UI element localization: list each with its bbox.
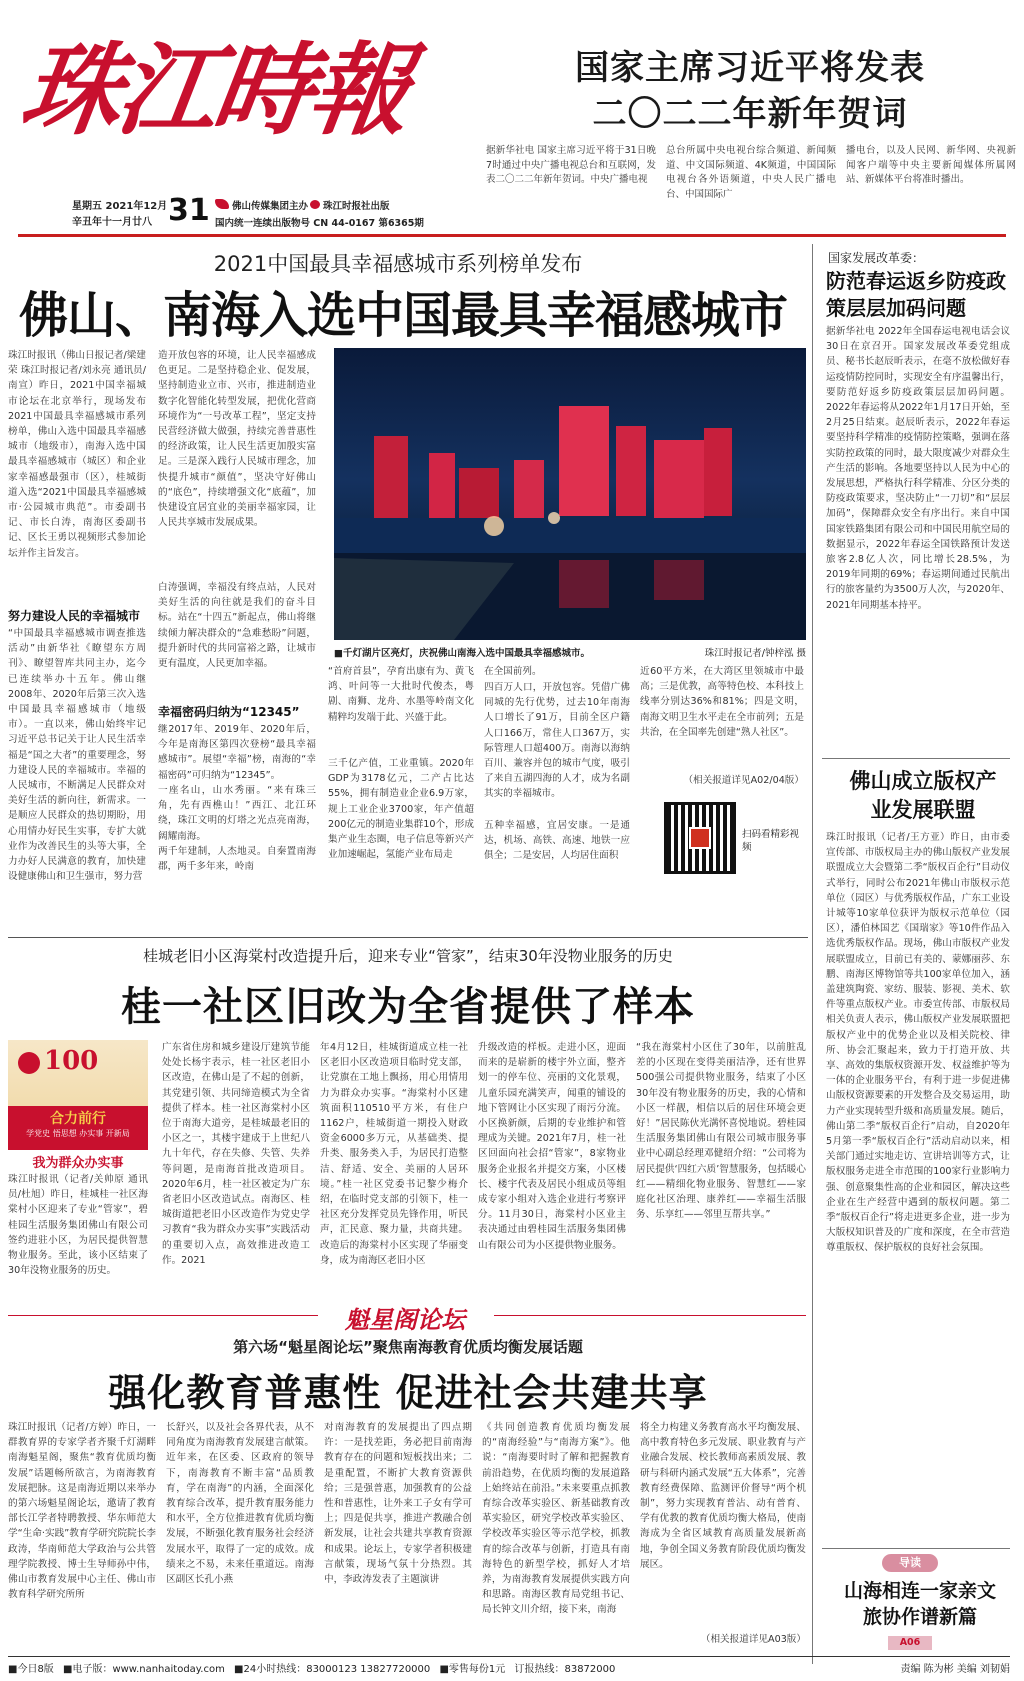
lead-col4c: 五种幸福感，宜居安康。一是通达，机场、高铁、高速、地铁一应俱全；二是安居，人均居住面积 — [484, 820, 630, 862]
story3-col4: 《共同创造教育优质均衡发展的“南海经验”与“南海方案”》。他说：“南海要时时了解和把握教育前沿趋势，在优质均衡的发展道路上始终站在前沿。”未来要重点抓教育综合改革实验区、新基础教育改革实验区，研究学校改革实验区、学校改革实验区等示范学校，抓教育的综合改革与创新，打造具有南海特色的新型学校，抓好人才培养，为南海教育发展提供实践方向和思路。南海区教育局党组书记、局长钟文川介绍，接下来，南海 — [482, 1422, 630, 1616]
party-emblem-icon — [18, 1052, 40, 1074]
lead-subhead1: 努力建设人民的幸福城市 — [8, 609, 141, 623]
top-headline-line1[interactable]: 国家主席习近平将发表 — [575, 48, 925, 88]
story3-headline[interactable]: 强化教育普惠性 促进社会共建共享 — [108, 1370, 708, 1415]
story2-col1: 珠江时报讯（记者/关帅原 通讯员/杜旭）昨日，桂城桂一社区海棠村小区迎来了专业“管家”，碧桂园生活服务集团佛山有限公司签约进驻小区，为居民提供智慧物业服务。至此，该小区结束了30年没物业服务的历史。 — [8, 1174, 148, 1277]
sidebar-divider — [822, 758, 1010, 759]
dateline-lunar: 辛丑年十一月廿八 — [72, 217, 152, 228]
banner-slogan: 我为群众办实事 — [32, 1156, 124, 1171]
footer-today: ■今日8版 — [8, 1664, 54, 1675]
story3-kicker[interactable]: 第六场“魁星阁论坛”聚焦南海教育优质均衡发展话题 — [233, 1338, 583, 1356]
lead-col2d: 一座名山，山水秀丽。“来有珠三角，先有西樵山！”西江、北江环绕，珠江文明的灯塔之光点亮南海，阔耀南海。 — [158, 785, 316, 842]
lead-col1b: “中国最具幸福感城市调查推选活动”由新华社《瞭望东方周刊》、瞭望智库共同主办，迄今已连续举办十五年。佛山继2008年、2020年后第三次入选中国最具幸福感城市（地级市）。一直以来，佛山始终牢记习近平总书记关于让人民生活幸福是“国之大者”的重要理念，努力建设人民的幸福城市。幸福的人民城市，不断满足人民群众对美好生活的新向往，新需求。一是顺应人民群众的热切期盼，用心用情办好民生实事，专扩大就业作为改善民生的头等大事，全力办好人民满意的教育，加快建设健康佛山和卫生强市，努力营 — [8, 628, 146, 883]
story3-col2: 长舒兴，以及社会各界代表，从不同角度为南海教育发展建言献策。近年来，在区委、区政府的领导下，南海教育不断丰富“品质教育，学在南海”的内涵，全面深化教育综合改革，提升教育服务能力和水平，全方位推进教育优质均衡发展，不断强化教育服务社会经济发展水平，取得了一定的成效。成绩来之不易，未来任重道远。南海区副区长孔小燕 — [166, 1422, 314, 1586]
lead-col2b: 白涛强调，幸福没有终点站，人民对美好生活的向往就是我们的奋斗目标。站在“十四五”新起点，佛山将继续倾力解决群众的“急难愁盼”问题，提升新时代的共同富裕之路，让城市更有温度，人民更加幸福。 — [158, 582, 316, 670]
publisher-logo-icon — [215, 199, 229, 209]
footer-subscribe: 订报热线：83872000 — [514, 1664, 616, 1675]
newspaper-logo: 珠江時報 — [13, 31, 415, 149]
publisher-line1: 佛山传媒集团主办 — [232, 201, 309, 212]
city-night-skyline — [334, 348, 806, 640]
banner-sub: 学党史 悟思想 办实事 开新局 — [26, 1129, 130, 1138]
lead-photo — [334, 348, 806, 640]
lead-headline[interactable]: 佛山、南海入选中国最具幸福感城市 — [18, 286, 787, 344]
lead-col2c: 继2017年、2019年、2020年后，今年是南海区第四次登榜“最具幸福感城市”。展望“幸福”榜，南海的“幸福密码”可归纳为“12345”。 — [158, 724, 316, 781]
lead-col2: 造开放包容的环境，让人民幸福感成色更足。二是坚持稳企业、促发展，坚持制造业立市、兴市，推进制造业数字化智能化转型发展，把优化营商环境作为“一号改革工程”，坚定支持民营经济做大做强，持续完善普惠性的经济政策，让人民生活更加殷实富足。三是深入践行人民城市理念，加快提升城市“颜值”，坚决守好佛山的“底色”，持续增强文化“底蕴”，加快建设宜居宜业的美丽幸福家园，让人民共享城市发展成果。 — [158, 350, 316, 529]
footer-bar — [8, 1660, 1010, 1676]
issue-number: 国内统一连续出版物号 CN 44-0167 第6365期 — [215, 218, 424, 229]
party-banner — [8, 1040, 148, 1150]
footer-rule — [8, 1656, 1010, 1657]
story3-col5-ref[interactable]: （相关报道详见A03版） — [700, 1634, 806, 1645]
story3-col5: 将全力构建义务教育高水平均衡发展、高中教育特色多元发展、职业教育与产业融合发展、校长教师高素质发展、教研与科研内涵式发展“五大体系”，完善教育经费保障、监测评价督导“两个机制”，努力实现教育普沾、动有普育、学有优教的教育优质均衡大格局，使南海成为全省区域教育高质量发展新高地，争创全国义务教育阶段优质均衡发展区。 — [640, 1422, 806, 1570]
brief2-body: 珠江时报讯（记者/王方亚）昨日，由市委宣传部、市版权局主办的佛山版权产业发展联盟成立大会暨第二季“版权百企行”目动仪式举行，同时公布2021年佛山市版权示范单位（园区）与优秀版权作品，广东工业设计城等10家单位获评为版权示范单位（园区），潘伯林国艺《国瑞家》等10件作品入选优秀版权作品。现场，佛山市版权产业发展联盟成立，目前已有美的、蒙娜丽莎、东鹏、南海区博物馆等共100家单位加入，涵盖建筑陶瓷、家纺、服装、影视、美术、软件等重点版权产业。市委宣传部、市版权局相关负责人表示，佛山版权产业发展联盟把版权产业中的优势企业以及相关院校、律所、协会汇聚起来，致力于打造开放、共享、高效的集版权资源开发、权益维护等为一体的企业服务平台，有利于进一步促进佛山版权资源要素的开发整合及交易运用，助力产业实现转型升级和高质量发展。随后，佛山第二季“版权百企行”启动，自2020年5月第一季“版权百企行”活动启动以来，相关部门通过实地走访、宣讲培训等方式，让版权服务走进全市范围的100家行业影响力强、创意聚集性高的企业和园区，解决这些企业在生产经营中遇到的版权问题。第二季“版权百企行”将走进更多企业，进一步为大版权知识普及的广度和深度，在全市营造尊重版权、保护版权的良好社会氛围。 — [826, 832, 1010, 1254]
lead-col4: 在全国前列。 — [484, 666, 542, 677]
brief1-title[interactable]: 防范春运返乡防疫政策层层加码问题 — [826, 269, 1006, 320]
lead-kicker[interactable]: 2021中国最具幸福感城市系列榜单发布 — [213, 252, 583, 276]
photo-caption: ■千灯湖片区亮灯，庆祝佛山南海入选中国最具幸福感城市。 — [334, 648, 590, 659]
masthead-rule — [18, 234, 1006, 237]
qr-label: 扫码看精彩视频 — [742, 829, 800, 853]
lead-col5-ref[interactable]: （相关报道详见A02/04版） — [683, 775, 804, 786]
story2-col2: 广东省住房和城乡建设厅建筑节能处处长杨宇表示，桂一社区老旧小区改造，在佛山是了不起的创新，其党建引领、共同缔造模式为全省提供了样本。桂一社区海棠村小区位于南海大道旁，是桂城最老旧的小区之一，其楼宇建成于上世纪八九十年代，存在失修、失管、失养等问题，是南海首批改造项目。2020年6月，桂一社区被定为广东省老旧小区改造试点。南海区、桂城街道把老旧小区改造作为党史学习教育“我为群众办实事”实践活动的重要切入点，高效推进改造工作。2021 — [162, 1042, 310, 1266]
brief1-body: 据新华社电 2022年全国春运电视电话会议30日在京召开。国家发展改革委党组成员、秘书长赵辰昕表示，在毫不放松做好春运疫情防控同时，实现安全有序温馨出行，要防范好返乡防疫政策层层加码问题。2022年春运将从2022年1月17日开始，至2月25日结束。赵辰昕表示，2022年春运要坚持科学精准的疫情防控策略，强调在落实防控政策的同时，最大限度减少对群众生产生活的影响。各地要坚持以人民为中心的发展思想，严格执行科学精准、分区分类的防疫政策要求，坚决防止“一刀切”和“层层加码”，保障群众安全有序出行。来自中国国家铁路集团有限公司和中国民用航空局的数据显示，2022年春运全国铁路预计发送旅客2.8亿人次，同比增长28.5%，为2019年同期的69%；春运期间通过民航出行的旅客量约为3500万人次，与2020年、2021年同期基本持平。 — [826, 326, 1010, 611]
dateline-day: 31 — [168, 193, 210, 228]
top-story-col1: 据新华社电 国家主席习近平将于31日晚7时通过中央广播电视总台和互联网，发表二〇二二年新年贺词。中央广播电视 — [486, 145, 656, 185]
footer-price: ■零售每份1元 — [439, 1664, 506, 1675]
story3-col1: 珠江时报讯（记者/方婷）昨日，一群教育界的专家学者齐聚千灯湖畔南海魁星阁，聚焦“教育优质均衡发展”话题畅所欲言，为南海教育发展把脉。这是南海近期以来举办的第六场魁星阁论坛，邀请了教育部长江学者特聘教授、华东师范大学“生命·实践”教育学研究院院长李政涛，华南师范大学政治与公共管理学院教授、博士生导师孙中伟，佛山市教育发展中心主任、佛山市教育科学研究所所 — [8, 1422, 156, 1601]
dateline-date: 星期五 2021年12月 — [72, 201, 168, 212]
lead-col2e: 两千年建制，人杰地灵。自秦置南海郡，两千多年来，岭南 — [158, 846, 316, 873]
footer-editors: 责编 陈为彬 美编 刘韧娟 — [900, 1664, 1010, 1675]
footer-edition[interactable]: ■电子版：www.nanhaitoday.com — [63, 1664, 225, 1675]
lead-col3b: 三千亿产值，工业重镇。2020年GDP为3178亿元，二产占比达55%，拥有制造业企业6.9万家，规上工业企业3700家，年产值超200亿元的制造业集群10个，形成集产业生态圈，电子信息等新兴产业加速崛起，氢能产业布局走 — [328, 758, 474, 861]
story2-col3: 年4月12日，桂城街道成立桂一社区老旧小区改造项目临时党支部，让党旗在工地上飘扬，用心用情用力为群众办实事。“海棠村小区建筑面积110510平方米，有住户1162户，桂城街道一期投入财政资金6000多万元，从基础类、提升类、服务类入手，为居民打造整洁、舒适、安全、美丽的人居环境。”桂一社区党委书记黎少梅介绍，在临时党支部的引领下，桂一社区充分发挥党员先锋作用，听民声，汇民意、聚力量，共商共建。改造后的海棠村小区实现了华丽变身，成为南海区老旧小区 — [320, 1042, 468, 1266]
lead-col4b: 四百万人口，开放包容。凭借广佛同城的先行优势，过去10年南海人口增长了91万，目前全区户籍人口166万，常住人口367万，实际管理人口超400万。南海以海纳百川、兼容并包的城市气度，吸引了来自五湖四海的人才，成为名副其实的幸福城市。 — [484, 682, 630, 800]
lead-col3: “首府首县”，孕育出康有为、黄飞鸿、叶问等一大批时代俊杰，粤剧、南狮、龙舟、水墨等岭南文化精粹均发端于此、兴盛于此。 — [328, 666, 474, 723]
story2-col5: “我在海棠村小区住了30年，以前脏乱差的小区现在变得美丽洁净，还有世界500强公司提供物业服务，结束了小区30年没有物业服务的历史，我的心情和小区一样靓，相信以后的居住环境会更好！”居民陈伙光满怀喜悦地说。碧桂园生活服务集团佛山有限公司城市服务事业中心副总经理邓健绍介绍：“公司将为居民提供‘四红六质’智慧服务，包括暖心红——精细化物业服务、智慧红——家庭化社区治理、康养红——幸福生活服务、乐享红——邻里互帮共享。” — [636, 1042, 806, 1221]
qr-code[interactable] — [664, 802, 736, 874]
guide-page[interactable]: A06 — [888, 1636, 932, 1650]
top-story-col3: 播电台，以及人民网、新华网、央视新闻客户端等中央主要新闻媒体所属网站、新媒体平台将准时播出。 — [846, 145, 1016, 185]
forum-logo: 魁星阁论坛 — [345, 1305, 465, 1334]
publisher-line2: 珠江时报社出版 — [323, 201, 390, 212]
top-story-col2: 总台所属中央电视台综合频道、新闻频道、中文国际频道、4K频道，中国国际电视台各外语频道，中央人民广播电台、中国国际广 — [666, 145, 836, 200]
lead-subhead2: 幸福密码归纳为“12345” — [158, 705, 300, 719]
banner-title: 合力前行 — [50, 1111, 106, 1127]
story3-right-rule — [494, 1315, 806, 1316]
story3-left-rule — [8, 1315, 318, 1316]
main-column-divider — [812, 244, 813, 1664]
story2-headline[interactable]: 桂一社区旧改为全省提供了样本 — [121, 983, 695, 1030]
story2-kicker[interactable]: 桂城老旧小区海棠村改造提升后，迎来专业“管家”，结束30年没物业服务的历史 — [143, 947, 673, 965]
story3-col3: 对南海教育的发展提出了四点期许：一是找差距，务必把目前南海教育存在的问题和短板找出来；二是重配置，不断扩大教育资源供给；三是强普惠，加强教育的公益性和普惠性，让外来工子女有学可上；四是促共享，推进产教融合创新发展，让社会共建共享教育资源和成果。论坛上，专家学者积极建言献策，现场气氛十分热烈。其中，李政涛发表了主题演讲 — [324, 1422, 472, 1586]
footer-hotline: ■24小时热线：83000123 13827720000 — [234, 1664, 431, 1675]
story2-col4: 升级改造的样板。走进小区，迎面而来的是崭新的楼宇外立面，整齐划一的停车位、亮丽的文化景观，儿童乐园充满笑声，闻重的铺设的地下管网让小区实现了雨污分流。小区换新颜，后期的专业维护和管理成为关键。2021年7月，桂一社区回面向社会招“管家”，8家物业服务企业报名并提交方案，小区楼长、楼宇代表及居民小组成员等组成专家小组对入选企业进行考察评分。11月30日，海棠村小区业主表决通过由碧桂园生活服务集团佛山有限公司为小区提供物业服务。 — [478, 1042, 626, 1251]
top-headline-line2[interactable]: 二〇二二年新年贺词 — [592, 94, 908, 134]
guide-title[interactable]: 山海相连一家亲文旅协作谱新篇 — [843, 1580, 996, 1628]
brief1-kicker: 国家发展改革委： — [828, 251, 925, 265]
story2-top-rule — [8, 937, 808, 938]
brief2-title[interactable]: 佛山成立版权产业发展联盟 — [849, 768, 997, 822]
party-anniversary-mark: 100 — [44, 1046, 99, 1076]
lead-col5: 近60平方米，在大湾区里领城市中最高；三是优教，高等特色校、本科技上线率分别达36%和81%；四是文明，南海文明卫生水平走在全市前列；五是共治，在全国率先创建“熟人社区”。 — [640, 666, 804, 738]
photo-credit: 珠江时报记者/钟梓泓 摄 — [704, 648, 806, 659]
guide-label: 导读 — [882, 1554, 938, 1572]
guide-divider — [822, 1548, 1010, 1549]
lead-col1: 珠江时报讯（佛山日报记者/梁建荣 珠江时报记者/刘永亮 通讯员/南宣）昨日，2021中国幸福城市论坛在北京举行，现场发布2021中国最具幸福感城市系列榜单，佛山入选中国最具幸福感城市（地级市），南海入选中国最具幸福感城市（城区）和企业家幸福感最强市（区），桂城街道入选“2021中国最具幸福感城市·公园城市典范”。市委副书记、市长白涛，南海区委副书记、区长王勇以视频形式参加论坛并作主旨发言。 — [8, 350, 146, 559]
publisher-logo2-icon — [310, 200, 320, 209]
